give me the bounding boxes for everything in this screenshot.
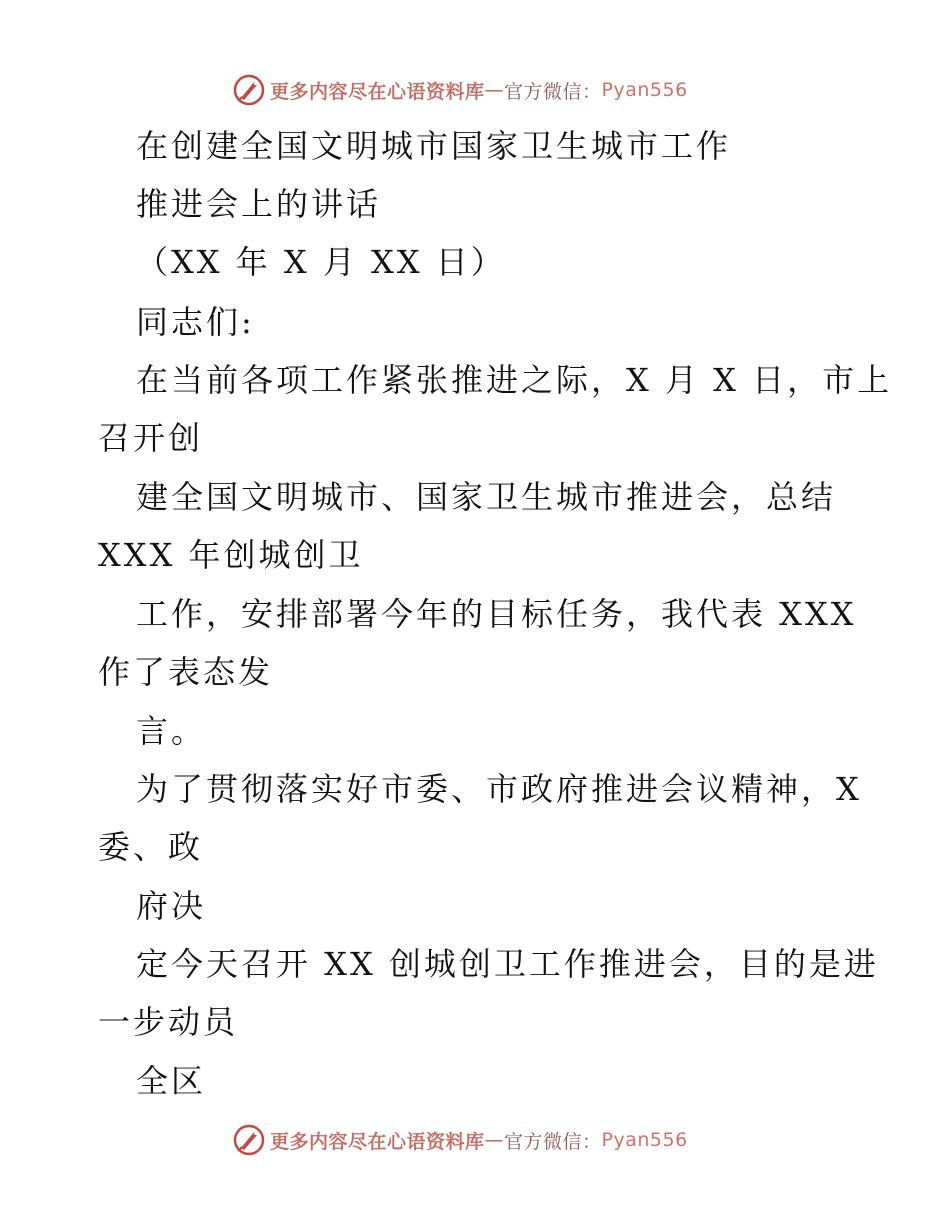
quill-pen-logo-icon	[232, 1123, 266, 1157]
watermark-main-text: 更多内容尽在心语资料库	[270, 1130, 485, 1153]
document-text-line: 作了表态发	[98, 653, 274, 691]
watermark-sub-text: 官方微信：	[504, 80, 602, 103]
document-text-line: 在当前各项工作紧张推进之际，X 月 X 日，市上	[136, 361, 893, 399]
document-title-line-2: 推进会上的讲话	[136, 185, 382, 223]
document-text-line: 建全国文明城市、国家卫生城市推进会，总结	[136, 478, 837, 516]
document-title-line-1: 在创建全国文明城市国家卫生城市工作	[136, 127, 732, 165]
header-watermark	[232, 72, 688, 108]
document-salutation: 同志们:	[136, 303, 255, 341]
document-text-line: 全区	[136, 1062, 207, 1100]
document-text-line: 工作，安排部署今年的目标任务，我代表 XXX	[136, 595, 857, 633]
document-date: （XX 年 X 月 XX 日）	[136, 243, 506, 281]
watermark-dash: —	[484, 79, 505, 101]
watermark-dash: —	[484, 1129, 505, 1151]
watermark-wechat-id: Pyan556	[601, 1129, 688, 1151]
document-text-line: 府决	[136, 887, 207, 925]
document-text-line: XXX 年创城创卫	[98, 536, 364, 574]
document-text-line: 一步动员	[98, 1003, 239, 1041]
document-text-line: 为了贯彻落实好市委、市政府推进会议精神，X	[136, 770, 862, 808]
watermark-wechat-id: Pyan556	[601, 79, 688, 101]
quill-pen-logo-icon	[232, 73, 266, 107]
document-text-line: 定今天召开 XX 创城创卫工作推进会，目的是进	[136, 945, 879, 983]
document-text-line: 言。	[136, 712, 207, 750]
watermark-sub-text: 官方微信：	[504, 1130, 602, 1153]
footer-watermark	[232, 1122, 688, 1158]
document-text-line: 召开创	[98, 419, 204, 457]
watermark-main-text: 更多内容尽在心语资料库	[270, 80, 485, 103]
document-text-line: 委、政	[98, 828, 204, 866]
